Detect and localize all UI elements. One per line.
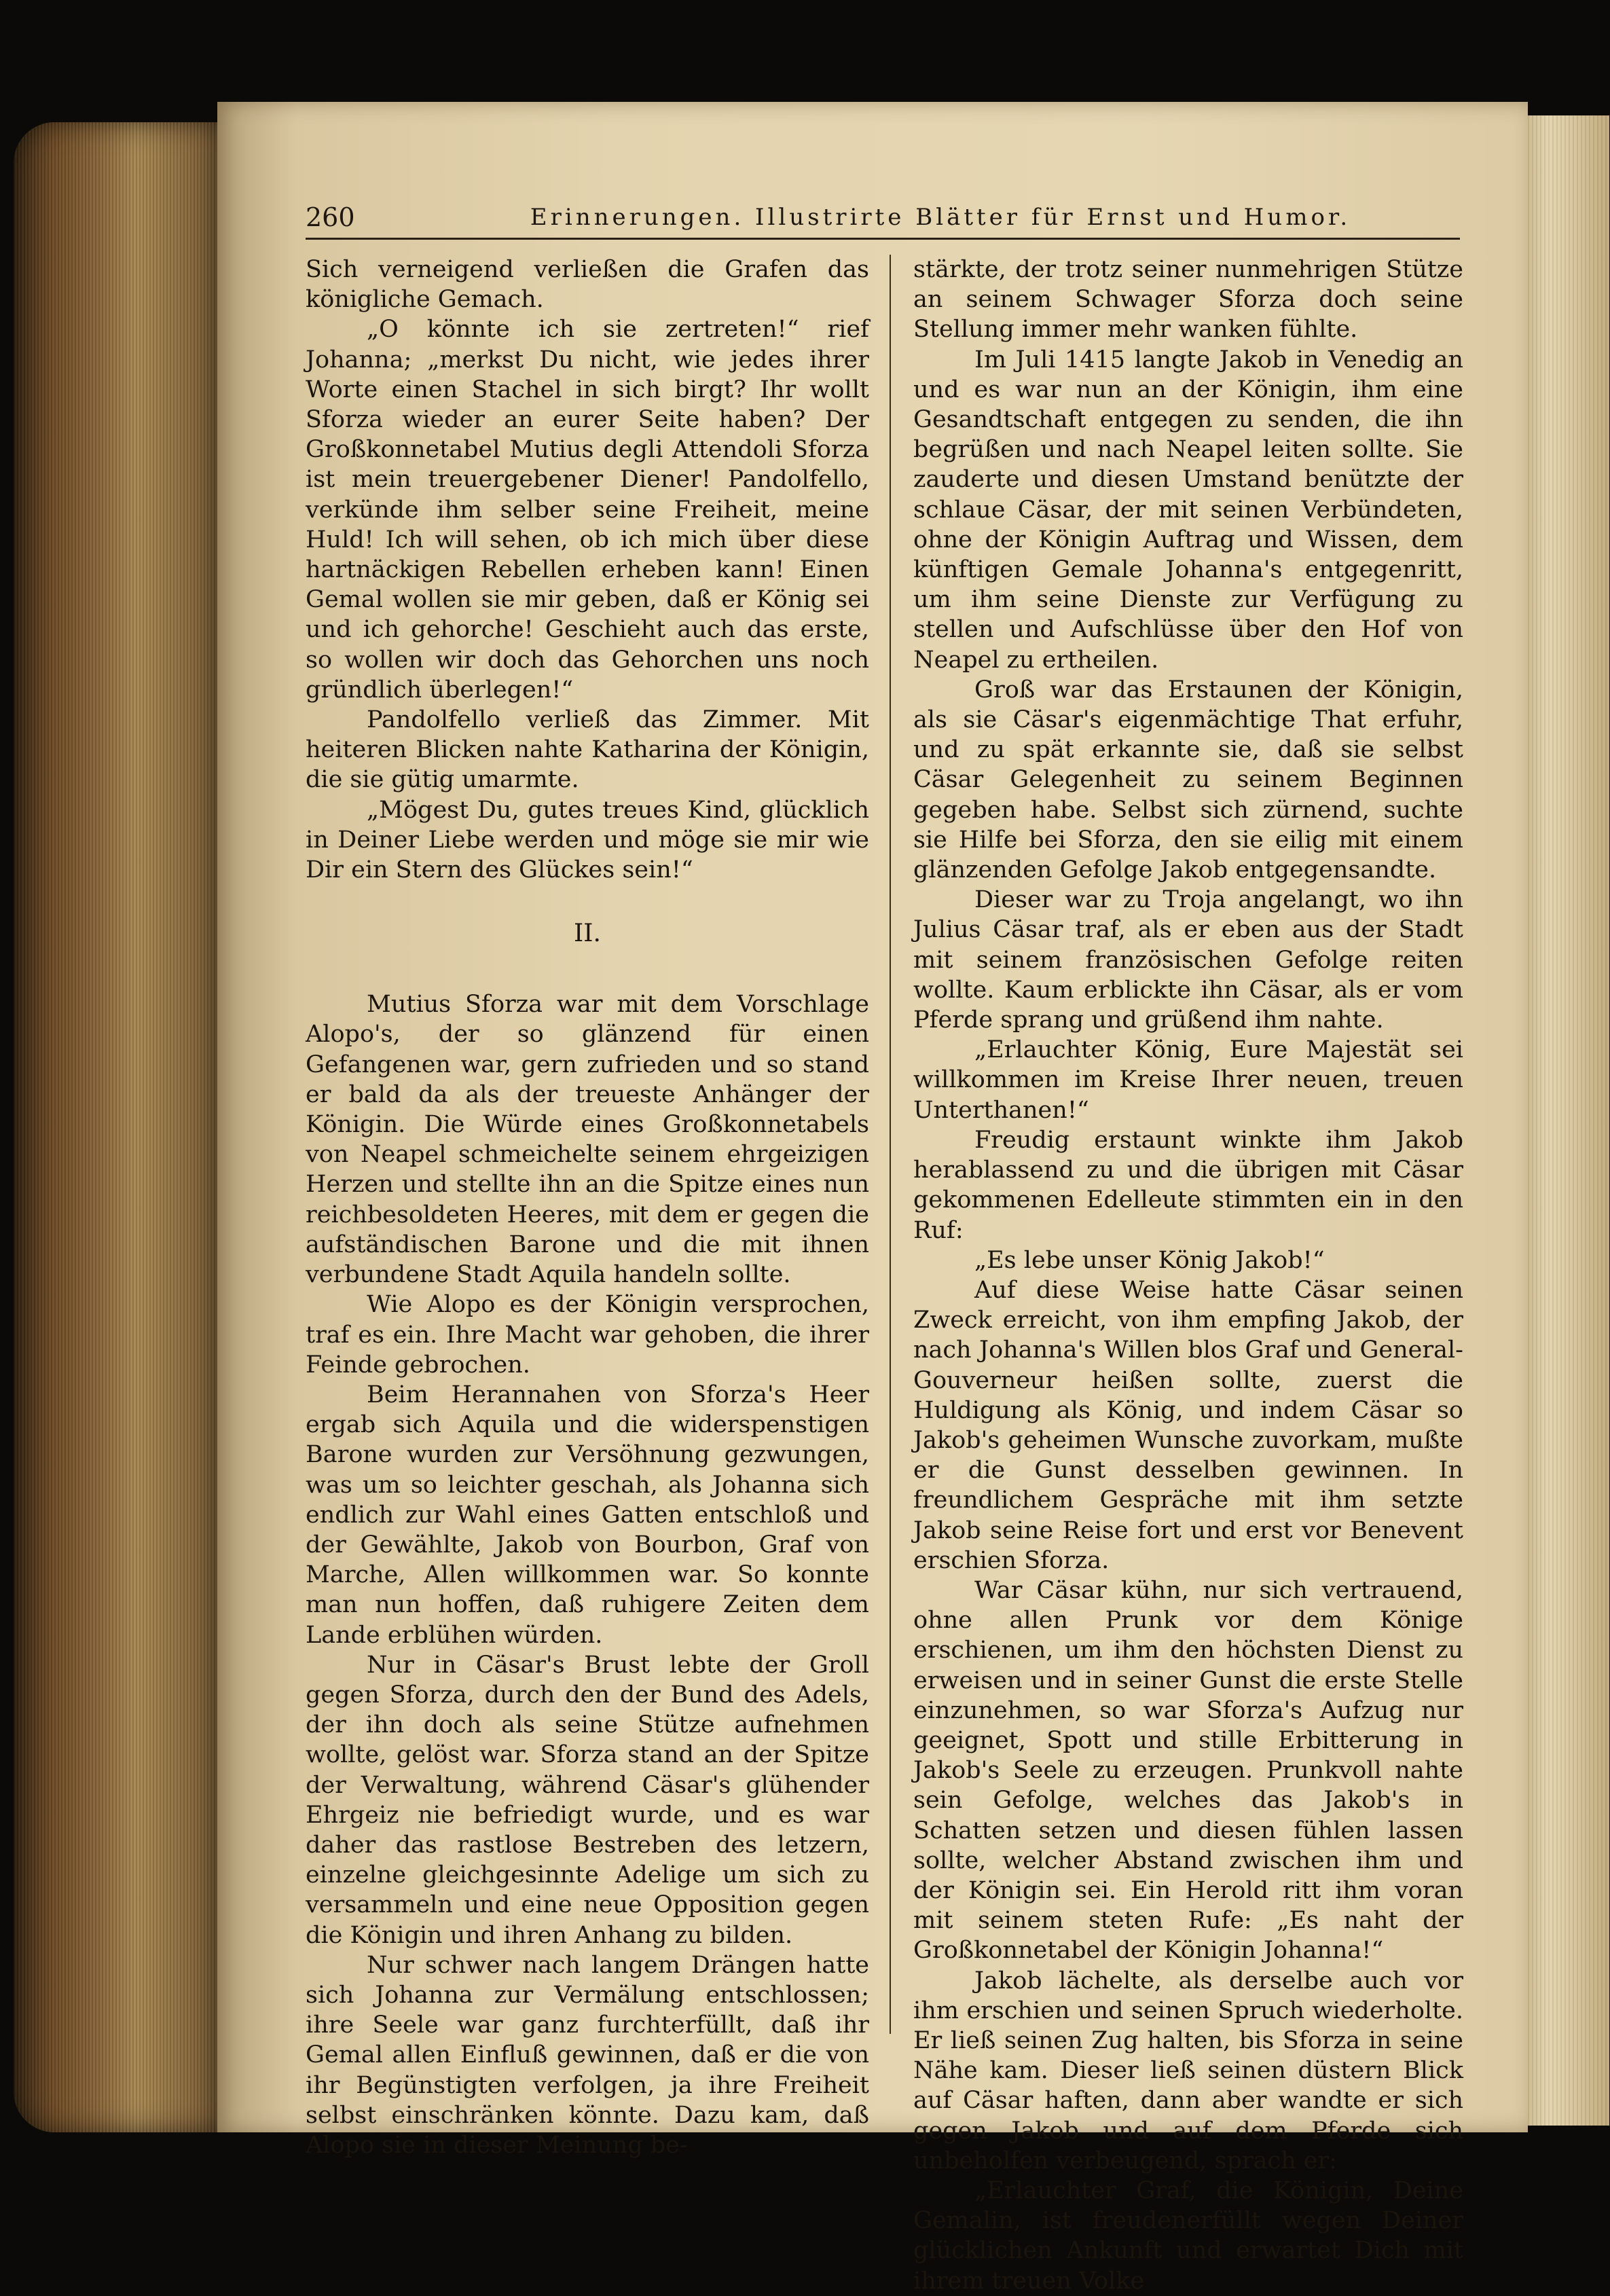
paragraph: „Mögest Du, gutes treues Kind, glücklich in Deiner Liebe werden und möge sie mir wie Dir ein Stern des Glückes sein!“ bbox=[306, 796, 869, 884]
right-column bbox=[913, 255, 1463, 2295]
paragraph: Wie Alopo es der Königin versprochen, traf es ein. Ihre Macht war gehoben, die ihrer Feinde gebrochen. bbox=[306, 1291, 869, 1379]
paragraph: Mutius Sforza war mit dem Vorschlage Alopo's, der so glänzend für einen Gefangenen war, gern zufrieden und so stand er bald da als der treueste Anhänger der Königin. Die Würde eines Großkonnetabels von Neapel schmeichelte seinem ehrgeizigen Herzen und stellte ihn an die Spitze eines nun reichbesoldeten Heeres, mit dem er gegen die aufständischen Barone und die mit ihnen verbundene Stadt Aquila handeln sollte. bbox=[306, 991, 869, 1289]
paragraph: Im Juli 1415 langte Jakob in Venedig an und es war nun an der Königin, ihm eine Gesandtschaft entgegen zu senden, die ihn begrüßen und nach Neapel leiten sollte. Sie zauderte und diesen Umstand benützte der schlaue Cäsar, der mit seinen Verbündeten, ohne der Königin Auftrag und Wissen, dem künftigen Gemale Johanna's entgegenritt, um ihm seine Dienste zur Verfügung zu stellen und Aufschlüsse über den Hof von Neapel zu ertheilen. bbox=[913, 346, 1463, 674]
paragraph: Beim Herannahen von Sforza's Heer ergab sich Aquila und die widerspenstigen Barone wurden zur Versöhnung gezwungen, was um so leichter geschah, als Johanna sich endlich zur Wahl eines Gatten entschloß und der Gewählte, Jakob von Bourbon, Graf von Marche, Allen willkommen war. So konnte man nun hoffen, daß ruhigere Zeiten dem Lande erblühen würden. bbox=[306, 1381, 869, 1649]
paragraph: Freudig erstaunt winkte ihm Jakob herablassend zu und die übrigen mit Cäsar gekommenen Edelleute stimmten ein in den Ruf: bbox=[913, 1126, 1463, 1244]
book bbox=[0, 102, 1610, 2295]
paragraph: „O könnte ich sie zertreten!“ rief Johanna; „merkst Du nicht, wie jedes ihrer Worte einen Stachel in sich birgt? Ihr wollt Sforza wieder an eurer Seite haben? Der Großkonnetabel Mutius degli Attendoli Sforza ist mein treuergebener Diener! Pandolfello, verkünde ihm selber seine Freiheit, meine Huld! Ich will sehen, ob ich mich über diese hartnäckigen Rebellen erheben kann! Einen Gemal wollen sie mir geben, daß er König sei und ich gehorche! Geschieht auch das erste, so wollen wir doch das Gehorchen uns noch gründlich überlegen!“ bbox=[306, 316, 869, 704]
paragraph: Nur in Cäsar's Brust lebte der Groll gegen Sforza, durch den der Bund des Adels, der ihn doch als seine Stütze aufnehmen wollte, gelöst war. Sforza stand an der Spitze der Verwaltung, während Cäsar's glühender Ehrgeiz nie befriedigt wurde, und es war daher das rastlose Bestreben des letzern, einzelne gleichgesinnte Adelige um sich zu versammeln und eine neue Opposition gegen die Königin und ihren Anhang zu bilden. bbox=[306, 1651, 869, 1949]
paragraph: Pandolfello verließ das Zimmer. Mit heiteren Blicken nahte Katharina der Königin, die sie gütig umarmte. bbox=[306, 706, 869, 794]
paragraph: Dieser war zu Troja angelangt, wo ihn Julius Cäsar traf, als er eben aus der Stadt mit seinem französischen Gefolge reiten wollte. Kaum erblickte ihn Cäsar, als er vom Pferde sprang und grüßend ihm nahte. bbox=[913, 886, 1463, 1034]
paragraph: Sich verneigend verließen die Grafen das königliche Gemach. bbox=[306, 256, 869, 314]
column-divider bbox=[890, 255, 891, 2034]
paragraph: War Cäsar kühn, nur sich vertrauend, ohne allen Prunk vor dem Könige erschienen, um ihm den höchsten Dienst zu erweisen und in seiner Gunst die erste Stelle einzunehmen, so war Sforza's Aufzug nur geeignet, Spott und stille Erbitterung in Jakob's Seele zu erzeugen. Prunkvoll nahte sein Gefolge, welches das Jakob's in Schatten setzen und diesen fühlen lassen sollte, welcher Abstand zwischen ihm und der Königin sei. Ein Herold ritt ihm voran mit seinem steten Rufe: „Es naht der Großkonnetabel der Königin Johanna!“ bbox=[913, 1576, 1463, 1965]
page-header bbox=[306, 197, 1460, 240]
section-heading: II. bbox=[574, 919, 601, 948]
paragraph: „Es lebe unser König Jakob!“ bbox=[974, 1246, 1325, 1274]
paragraph: stärkte, der trotz seiner nunmehrigen Stütze an seinem Schwager Sforza doch seine Stellung immer mehr wanken fühlte. bbox=[913, 256, 1463, 344]
page-number: 260 bbox=[306, 202, 355, 232]
page-block-edge bbox=[14, 122, 217, 2132]
paragraph: Jakob lächelte, als derselbe auch vor ihm erschien und seinen Spruch wiederholte. Er ließ seinen Zug halten, bis Sforza in seine Nähe kam. Dieser ließ seinen düstern Blick auf Cäsar haften, dann aber wandte er sich gegen Jakob und auf dem Pferde sich unbeholfen verbeugend, sprach er: bbox=[913, 1967, 1463, 2174]
book-page bbox=[217, 102, 1528, 2295]
right-page-edge bbox=[1528, 115, 1609, 2126]
paragraph: „Erlauchter Graf, die Königin, Deine Gemalin, ist freudenerfüllt wegen Deiner glücklichen Ankunft und erwartet Dich mit ihrem treuen Volke bbox=[913, 2177, 1463, 2295]
left-column bbox=[306, 255, 869, 2159]
paragraph: „Erlauchter König, Eure Majestät sei willkommen im Kreise Ihrer neuen, treuen Unterthanen!“ bbox=[913, 1036, 1463, 1124]
paragraph: Nur schwer nach langem Drängen hatte sich Johanna zur Vermälung entschlossen; ihre Seele war ganz furchterfüllt, daß ihr Gemal allen Einfluß gewinnen, daß er die von ihr Begünstigten verfolgen, ja ihre Freiheit selbst einschränken könnte. Dazu kam, daß Alopo sie in dieser Meinung be- bbox=[306, 1951, 869, 2159]
running-title: Erinnerungen. Illustrirte Blätter für Ernst und Humor. bbox=[530, 204, 1351, 231]
paragraph: Auf diese Weise hatte Cäsar seinen Zweck erreicht, von ihm empfing Jakob, der nach Johanna's Willen blos Graf und General-Gouverneur heißen sollte, zuerst die Huldigung als König, und indem Cäsar so Jakob's geheimen Wunsche zuvorkam, mußte er die Gunst desselben gewinnen. In freundlichem Gespräche mit ihm setzte Jakob seine Reise fort und erst vor Benevent erschien Sforza. bbox=[913, 1276, 1463, 1574]
paragraph: Groß war das Erstaunen der Königin, als sie Cäsar's eigenmächtige That erfuhr, und zu spät erkannte sie, daß sie selbst Cäsar Gelegenheit zu seinem Beginnen gegeben habe. Selbst sich zürnend, suchte sie Hilfe bei Sforza, den sie eilig mit einem glänzenden Gefolge Jakob entgegensandte. bbox=[913, 676, 1463, 884]
